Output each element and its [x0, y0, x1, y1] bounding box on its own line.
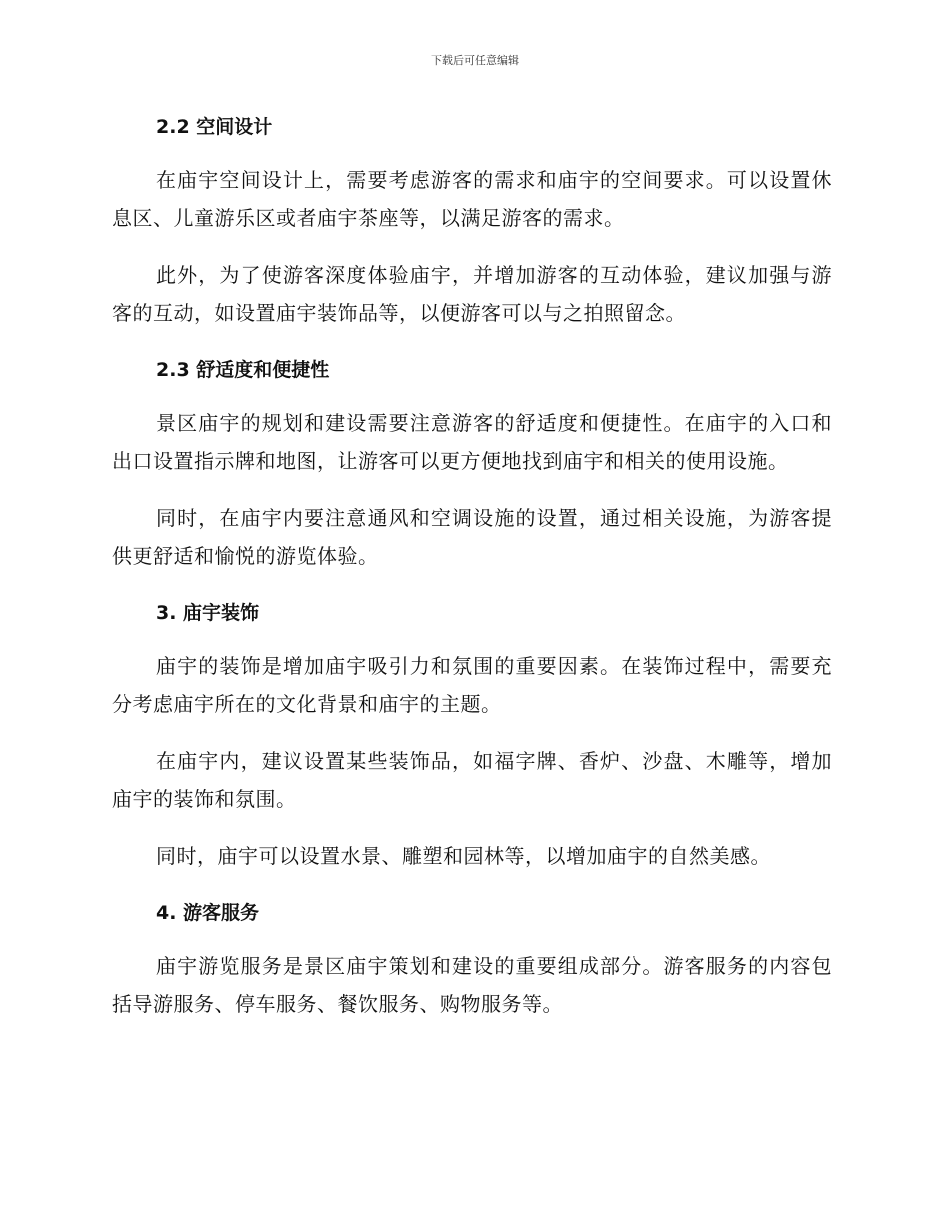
paragraph: 同时，在庙宇内要注意通风和空调设施的设置，通过相关设施，为游客提供更舒适和愉悦的游览体验。: [112, 506, 832, 568]
section-heading: 4. 游客服务: [156, 902, 260, 924]
paragraph: 同时，庙宇可以设置水景、雕塑和园林等，以增加庙宇的自然美感。: [156, 844, 771, 868]
section-heading: 3. 庙宇装饰: [156, 602, 260, 624]
page-header: 下载后可任意编辑: [431, 54, 519, 67]
paragraph: 此外，为了使游客深度体验庙宇，并增加游客的互动体验，建议加强与游客的互动，如设置庙宇装饰品等，以便游客可以与之拍照留念。: [112, 263, 832, 325]
paragraph: 庙宇的装饰是增加庙宇吸引力和氛围的重要因素。在装饰过程中，需要充分考虑庙宇所在的文化背景和庙宇的主题。: [112, 654, 832, 716]
paragraph: 在庙宇空间设计上，需要考虑游客的需求和庙宇的空间要求。可以设置休息区、儿童游乐区或者庙宇茶座等，以满足游客的需求。: [112, 168, 832, 230]
document-body: [112, 108, 832, 1042]
section-heading: 2.3 舒适度和便捷性: [156, 359, 330, 381]
paragraph: 在庙宇内，建议设置某些装饰品，如福字牌、香炉、沙盘、木雕等，增加庙宇的装饰和氛围。: [112, 749, 832, 811]
section-heading: 2.2 空间设计: [156, 116, 273, 138]
paragraph: 庙宇游览服务是景区庙宇策划和建设的重要组成部分。游客服务的内容包括导游服务、停车服务、餐饮服务、购物服务等。: [112, 954, 832, 1016]
paragraph: 景区庙宇的规划和建设需要注意游客的舒适度和便捷性。在庙宇的入口和出口设置指示牌和地图，让游客可以更方便地找到庙宇和相关的使用设施。: [112, 411, 832, 473]
